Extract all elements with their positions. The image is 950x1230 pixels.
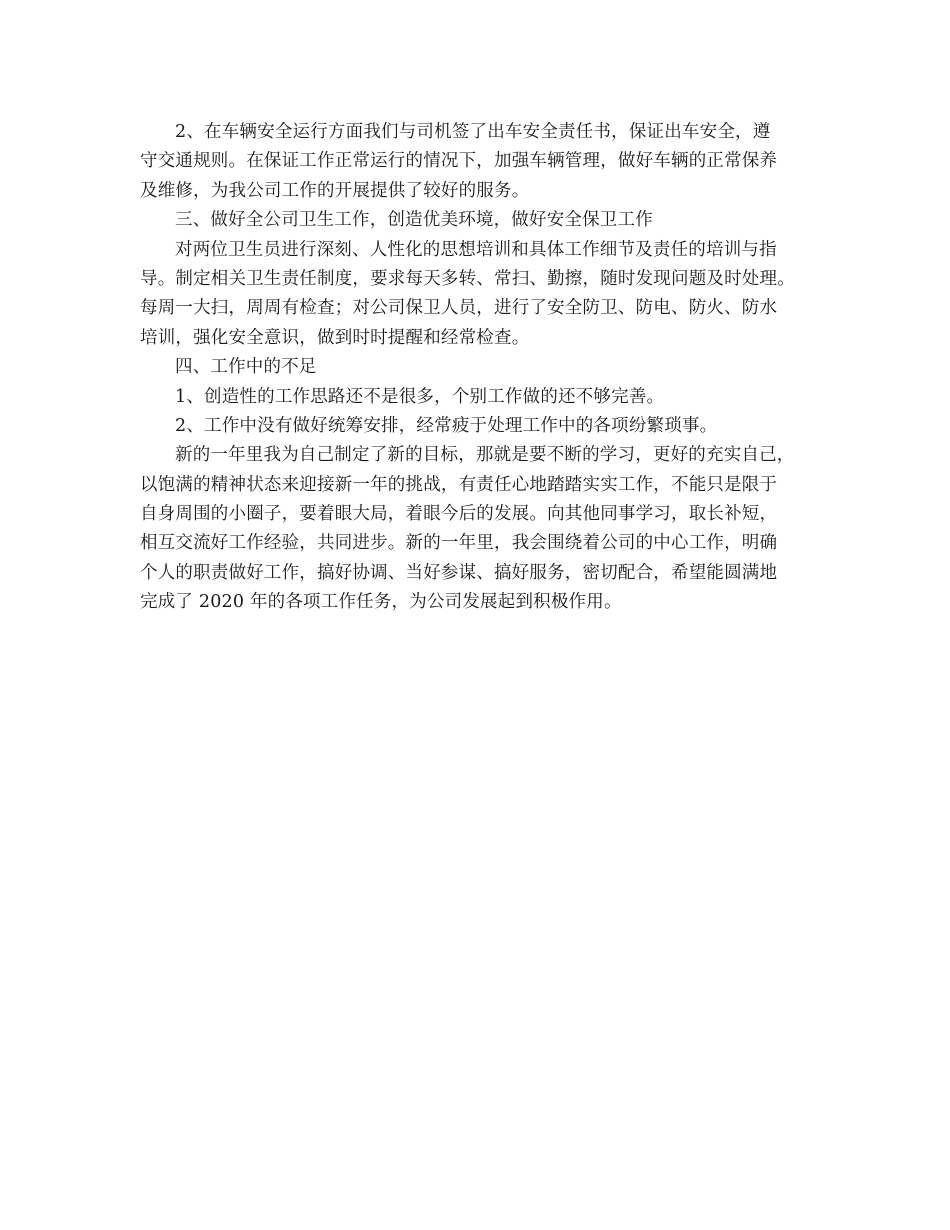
text-line-1: 2、在车辆安全运行方面我们与司机签了出车安全责任书，保证出车安全，遵 [175, 122, 771, 142]
text-line-13: 以饱满的精神状态来迎接新一年的挑战，有责任心地踏踏实实工作，不能只是限于 [140, 474, 778, 495]
text-line-5: 对两位卫生员进行深刻、人性化的思想培训和具体工作细节及责任的培训与指 [175, 239, 777, 260]
list-item-1: 1、创造性的工作思路还不是很多，个别工作做的还不够完善。 [175, 386, 665, 407]
document-body [140, 118, 830, 618]
section-heading-4: 四、工作中的不足 [175, 357, 317, 378]
text-line-14: 自身周围的小圈子，要着眼大局，着眼今后的发展。向其他同事学习，取长补短， [140, 504, 778, 525]
list-item-2: 2、工作中没有做好统筹安排，经常疲于处理工作中的各项纷繁琐事。 [175, 415, 718, 436]
text-line-8: 培训，强化安全意识，做到时时提醒和经常检查。 [140, 327, 530, 348]
text-line-6: 导。制定相关卫生责任制度，要求每天多转、常扫、勤擦，随时发现问题及时处理。 [140, 268, 795, 289]
text-line-17: 完成了 2020 年的各项工作任务，为公司发展起到积极作用。 [140, 592, 622, 613]
text-line-3: 及维修，为我公司工作的开展提供了较好的服务。 [140, 180, 530, 201]
text-line-2: 守交通规则。在保证工作正常运行的情况下，加强车辆管理，做好车辆的正常保养 [140, 151, 778, 172]
text-line-7: 每周一大扫，周周有检查；对公司保卫人员，进行了安全防卫、防电、防火、防水 [140, 298, 778, 319]
text-line-15: 相互交流好工作经验，共同进步。新的一年里，我会围绕着公司的中心工作，明确 [140, 533, 778, 554]
text-line-16: 个人的职责做好工作，搞好协调、当好参谋、搞好服务，密切配合，希望能圆满地 [140, 562, 778, 583]
section-heading-3: 三、做好全公司卫生工作，创造优美环境，做好安全保卫工作 [175, 210, 653, 231]
text-line-12: 新的一年里我为自己制定了新的目标，那就是要不断的学习，更好的充实自己， [175, 445, 795, 466]
